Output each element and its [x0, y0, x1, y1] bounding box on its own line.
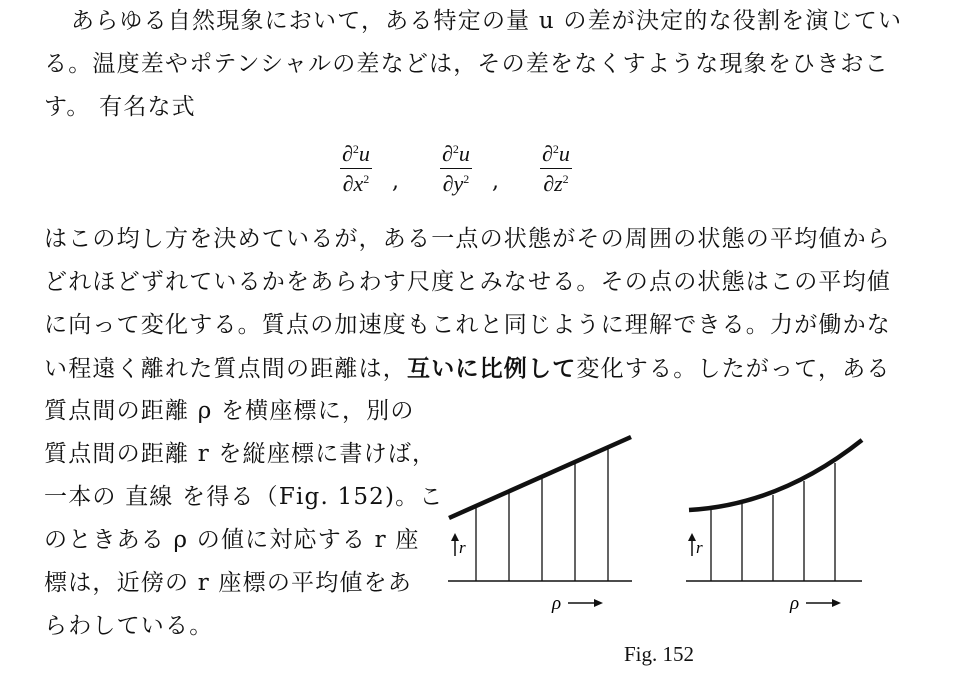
- left-diagram: [448, 437, 632, 614]
- fraction-x-numerator: ∂$^2$u: [340, 143, 372, 169]
- paragraph2-line5: 質点間の距離 ρ を横座標に，別の: [44, 398, 415, 424]
- paragraph2-line6: 質点間の距離 r を縦座標に書けば，: [44, 441, 437, 467]
- paragraph2-line7: 一本の 直線 を得る（Fig. 152)。こ: [44, 484, 444, 510]
- left-r-label: r: [459, 538, 466, 557]
- paragraph2-line1: はこの均し方を決めているが，ある一点の状態がその周囲の状態の平均値から: [44, 226, 891, 252]
- paragraph2-line2: どれほどずれているかをあらわす尺度とみなせる。その点の状態はこの平均値: [44, 269, 891, 295]
- right-r-label: r: [696, 538, 703, 557]
- left-r-arrow-head: [451, 533, 459, 541]
- right-rho-label: ρ: [790, 593, 800, 614]
- fraction-z-denominator: $\partial z^2$: [543, 171, 569, 196]
- figure-caption: Fig. 152: [624, 642, 695, 666]
- paragraph1-line2: る。温度差やポテンシャルの差などは，その差をなくすような現象をひきおこ: [44, 51, 889, 77]
- right-rho-arrow-head: [832, 599, 841, 607]
- paragraph2-line10: らわしている。: [44, 613, 214, 639]
- right-r-arrow-head: [688, 533, 696, 541]
- line4-post: 変化する。したがって，ある: [576, 356, 891, 382]
- emphasis-text: 互いに比例して: [407, 355, 577, 382]
- line4-pre: い程遠く離れた質点間の距離は，: [44, 356, 407, 382]
- right-diagram: [686, 440, 862, 614]
- fraction-y-denominator: $\partial y^2$: [442, 171, 470, 196]
- left-straight-line: [449, 437, 631, 518]
- fraction-z-numerator: ∂$^2$u: [540, 143, 572, 169]
- right-curve: [689, 440, 862, 510]
- paragraph1-line3: す。 有名な式: [44, 94, 196, 120]
- fraction-x-denominator: $\partial x^2$: [342, 171, 370, 196]
- fraction-y-numerator: ∂$^2$u: [440, 143, 472, 169]
- formula-comma-2: ,: [492, 169, 499, 194]
- paragraph2-line3: に向って変化する。質点の加速度もこれと同じように理解できる。力が働かな: [44, 312, 891, 338]
- paragraph2-line8: のときある ρ の値に対応する r 座: [44, 527, 420, 553]
- formula-comma-1: ,: [392, 169, 399, 194]
- left-rho-label: ρ: [552, 593, 562, 614]
- left-rho-arrow-head: [594, 599, 603, 607]
- paragraph1-line1: あらゆる自然現象において，ある特定の量 u の差が決定的な役割を演じてい: [71, 8, 903, 34]
- paragraph2-line9: 標は，近傍の r 座標の平均値をあ: [44, 570, 413, 596]
